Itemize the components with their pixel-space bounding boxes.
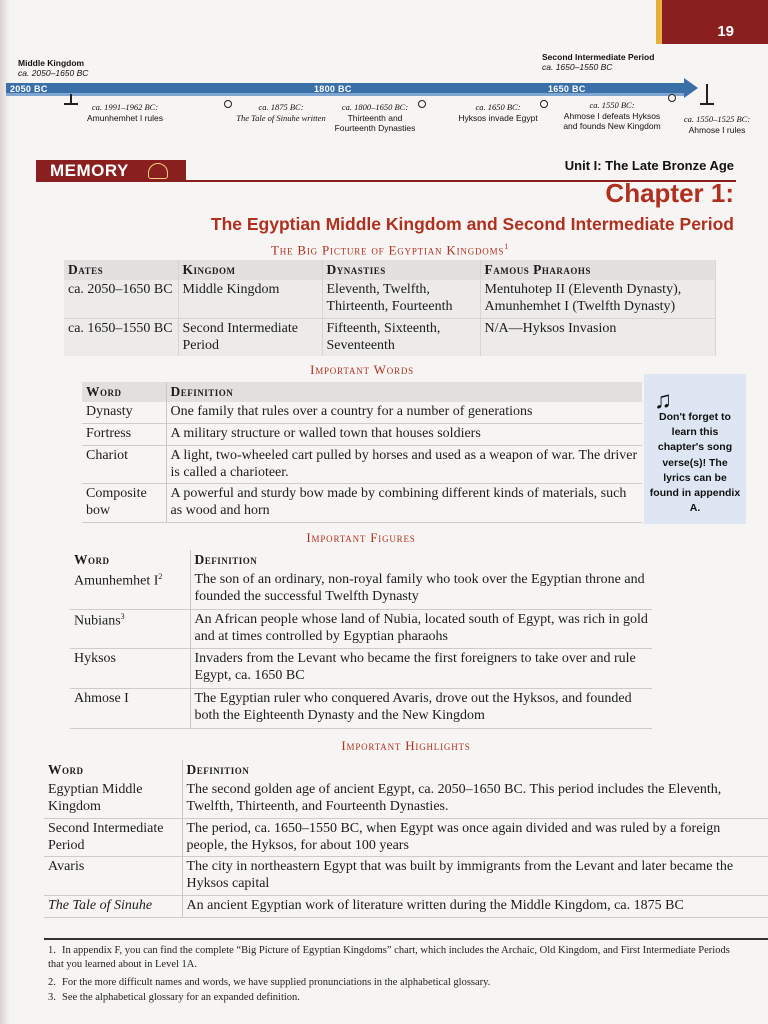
important-words-heading: Important Words (310, 362, 414, 377)
timeline-event-text: Amunhemhet I rules (86, 112, 164, 123)
table-cell: Middle Kingdom (178, 280, 322, 318)
table-row (70, 688, 652, 728)
table-cell: N/A—Hyksos Invasion (480, 318, 716, 356)
table-row (44, 895, 768, 917)
brain-gear-icon (148, 163, 168, 179)
word-text: Nubians (74, 613, 121, 629)
timeline-right-sub: ca. 1650–1550 BC (542, 62, 613, 73)
music-note-icon: ♫ (654, 387, 672, 414)
column-header: Dynasties (322, 260, 480, 280)
word-cell: Avaris (44, 857, 182, 896)
table-row (82, 445, 642, 484)
big-picture-table (64, 260, 716, 356)
chapter-label: Chapter 1: (605, 178, 734, 208)
big-picture-heading-text: The Big Picture of Egyptian Kingdoms (270, 242, 505, 258)
timeline-event-date: ca. 1550 BC: (589, 100, 635, 110)
word-cell: Second Intermediate Period (44, 818, 182, 857)
footnote-ref: 3 (120, 611, 125, 621)
timeline-year: 1650 BC (548, 84, 586, 94)
important-figures-heading: Important Figures (306, 530, 416, 545)
timeline-event (452, 102, 544, 123)
song-note-box (644, 374, 746, 524)
column-header: Definition (194, 552, 258, 567)
word-text: Amunhemhet I (74, 573, 159, 589)
table-row (70, 570, 652, 609)
table-header-row (44, 760, 768, 780)
table-row (64, 318, 716, 356)
word-cell: Chariot (82, 445, 166, 484)
definition-cell: The son of an ordinary, non-royal family who took over the Egyptian throne and founded the successful Twelfth Dynasty (190, 570, 652, 609)
timeline-arrow-icon (684, 78, 698, 98)
table-cell: Second Intermediate Period (178, 318, 322, 356)
footnote-text: For the more difficult names and words, we have supplied pronunciations in the alphabetical glossary. (62, 977, 491, 988)
timeline-year: 2050 BC (10, 84, 48, 94)
definition-cell: The city in northeastern Egypt that was built by immigrants from the Levant and later became the Hyksos capital (182, 857, 768, 896)
timeline-event-date: ca. 1875 BC: (258, 102, 304, 112)
timeline-left-title: Middle Kingdom (18, 58, 85, 68)
table-row (82, 423, 642, 445)
footnote (48, 991, 748, 1005)
timeline-left-label (18, 58, 88, 78)
column-header: Word (82, 382, 166, 402)
footnote-number: 1. (48, 945, 56, 956)
table-row (70, 649, 652, 689)
column-header: Word (44, 760, 182, 780)
definition-cell: One family that rules over a country for a number of generations (166, 402, 642, 423)
definition-cell: A military structure or walled town that houses soldiers (166, 423, 642, 445)
footnote (48, 944, 748, 971)
word-cell: Egyptian Middle Kingdom (44, 780, 182, 818)
definition-cell: The second golden age of ancient Egypt, ca. 2050–1650 BC. This period includes the Eleventh, Twelfth, Thirteenth, and Fourteenth Dynasties. (182, 780, 768, 818)
table-row (82, 402, 642, 423)
big-picture-heading (64, 242, 716, 258)
timeline-dot (668, 94, 676, 102)
word-cell (70, 570, 190, 609)
word-cell: Hyksos (70, 649, 190, 689)
table-row (44, 818, 768, 857)
timeline-year: 1800 BC (314, 84, 352, 94)
table-row (82, 484, 642, 523)
table-cell: Mentuhotep II (Eleventh Dynasty), Amunhemhet I (Twelfth Dynasty) (480, 280, 716, 318)
column-header: Word (70, 550, 190, 570)
table-header-row (64, 260, 716, 280)
timeline-left-sub: ca. 2050–1650 BC (18, 68, 89, 79)
table-row (70, 609, 652, 649)
timeline-event-text: Thirteenth and Fourteenth Dynasties (334, 112, 416, 134)
timeline-event (556, 100, 668, 132)
timeline-right-title: Second Intermediate Period (542, 52, 655, 62)
important-highlights-heading: Important Highlights (341, 738, 471, 753)
column-header: Definition (186, 762, 250, 777)
song-note-text: Don't forget to learn this chapter's song verse(s)! The lyrics can be found in appendix A. (649, 411, 741, 515)
footnote-ref: 1 (504, 242, 510, 251)
word-cell: The Tale of Sinuhe (44, 895, 182, 917)
table-cell: ca. 2050–1650 BC (64, 280, 178, 318)
timeline-right-label (542, 52, 654, 72)
important-figures-table (70, 550, 652, 729)
footnote-text: See the alphabetical glossary for an expanded definition. (62, 992, 300, 1003)
footnote-ref: 2 (158, 572, 163, 582)
timeline-tick-cap (700, 103, 714, 105)
footnote (48, 976, 748, 990)
definition-cell: An African people whose land of Nubia, located south of Egypt, was rich in gold and at times controlled by Egyptian pharaohs (190, 609, 652, 649)
definition-cell: A light, two-wheeled cart pulled by horses and used as a weapon of war. The driver is called a charioteer. (166, 445, 642, 484)
timeline-event (222, 102, 340, 123)
memory-banner (36, 160, 186, 182)
word-cell: Composite bow (82, 484, 166, 523)
word-cell: Ahmose I (70, 688, 190, 728)
timeline-tick (706, 84, 708, 104)
timeline-event-text: Ahmose I rules (688, 124, 746, 135)
chapter-title: The Egyptian Middle Kingdom and Second Intermediate Period (210, 214, 734, 234)
column-header: Famous Pharaohs (480, 260, 716, 280)
footnote-number: 2. (48, 977, 56, 988)
definition-cell: The Egyptian ruler who conquered Avaris, drove out the Hyksos, and founded both the Eighteenth Dynasty and the New Kingdom (190, 688, 652, 728)
footnote-rule (44, 938, 768, 940)
timeline-event (672, 114, 762, 135)
word-cell: Dynasty (82, 402, 166, 423)
table-row (44, 857, 768, 896)
table-cell: Eleventh, Twelfth, Thirteenth, Fourteenth (322, 280, 480, 318)
column-header: Dates (64, 260, 178, 280)
definition-cell: The period, ca. 1650–1550 BC, when Egypt was once again divided and was ruled by a foreign people, the Hyksos, for about 100 years (182, 818, 768, 857)
page-number: 19 (662, 0, 768, 44)
definition-cell: Invaders from the Levant who became the first foreigners to take over and rule Egypt, ca. 1650 BC (190, 649, 652, 689)
word-cell (70, 609, 190, 649)
timeline-event-text: The Tale of Sinuhe written (236, 112, 326, 123)
definition-cell: An ancient Egyptian work of literature written during the Middle Kingdom, ca. 1875 BC (182, 895, 768, 917)
timeline-event-text: Hyksos invade Egypt (458, 112, 538, 123)
important-words-table (82, 382, 642, 523)
table-row (64, 280, 716, 318)
timeline-event-text: Ahmose I defeats Hyksos and founds New Kingdom (563, 110, 661, 132)
timeline-event-date: ca. 1800–1650 BC: (341, 102, 409, 112)
footnote-text: In appendix F, you can find the complete “Big Picture of Egyptian Kingdoms” chart, which includes the Archaic, Old Kingdom, and First Intermediate Periods that you learned about in Level 1A. (48, 945, 730, 970)
table-cell: Fifteenth, Sixteenth, Seventeenth (322, 318, 480, 356)
column-header: Definition (166, 382, 642, 402)
table-header-row (82, 382, 642, 402)
timeline-event-date: ca. 1650 BC: (475, 102, 521, 112)
memory-label: MEMORY (50, 161, 129, 180)
definition-cell: A powerful and sturdy bow made by combining different kinds of materials, such as wood and horn (166, 484, 642, 523)
timeline-event (326, 102, 424, 134)
table-row (44, 780, 768, 818)
unit-title: Unit I: The Late Bronze Age (564, 158, 734, 173)
timeline-event-date: ca. 1550–1525 BC: (683, 114, 751, 124)
timeline-event-date: ca. 1991–1962 BC: (91, 102, 159, 112)
word-cell: Fortress (82, 423, 166, 445)
timeline (0, 40, 768, 160)
footnote-number: 3. (48, 992, 56, 1003)
important-highlights-table (44, 760, 768, 918)
table-header-row (70, 550, 652, 570)
timeline-event (60, 102, 190, 123)
column-header: Kingdom (178, 260, 322, 280)
table-cell: ca. 1650–1550 BC (64, 318, 178, 356)
